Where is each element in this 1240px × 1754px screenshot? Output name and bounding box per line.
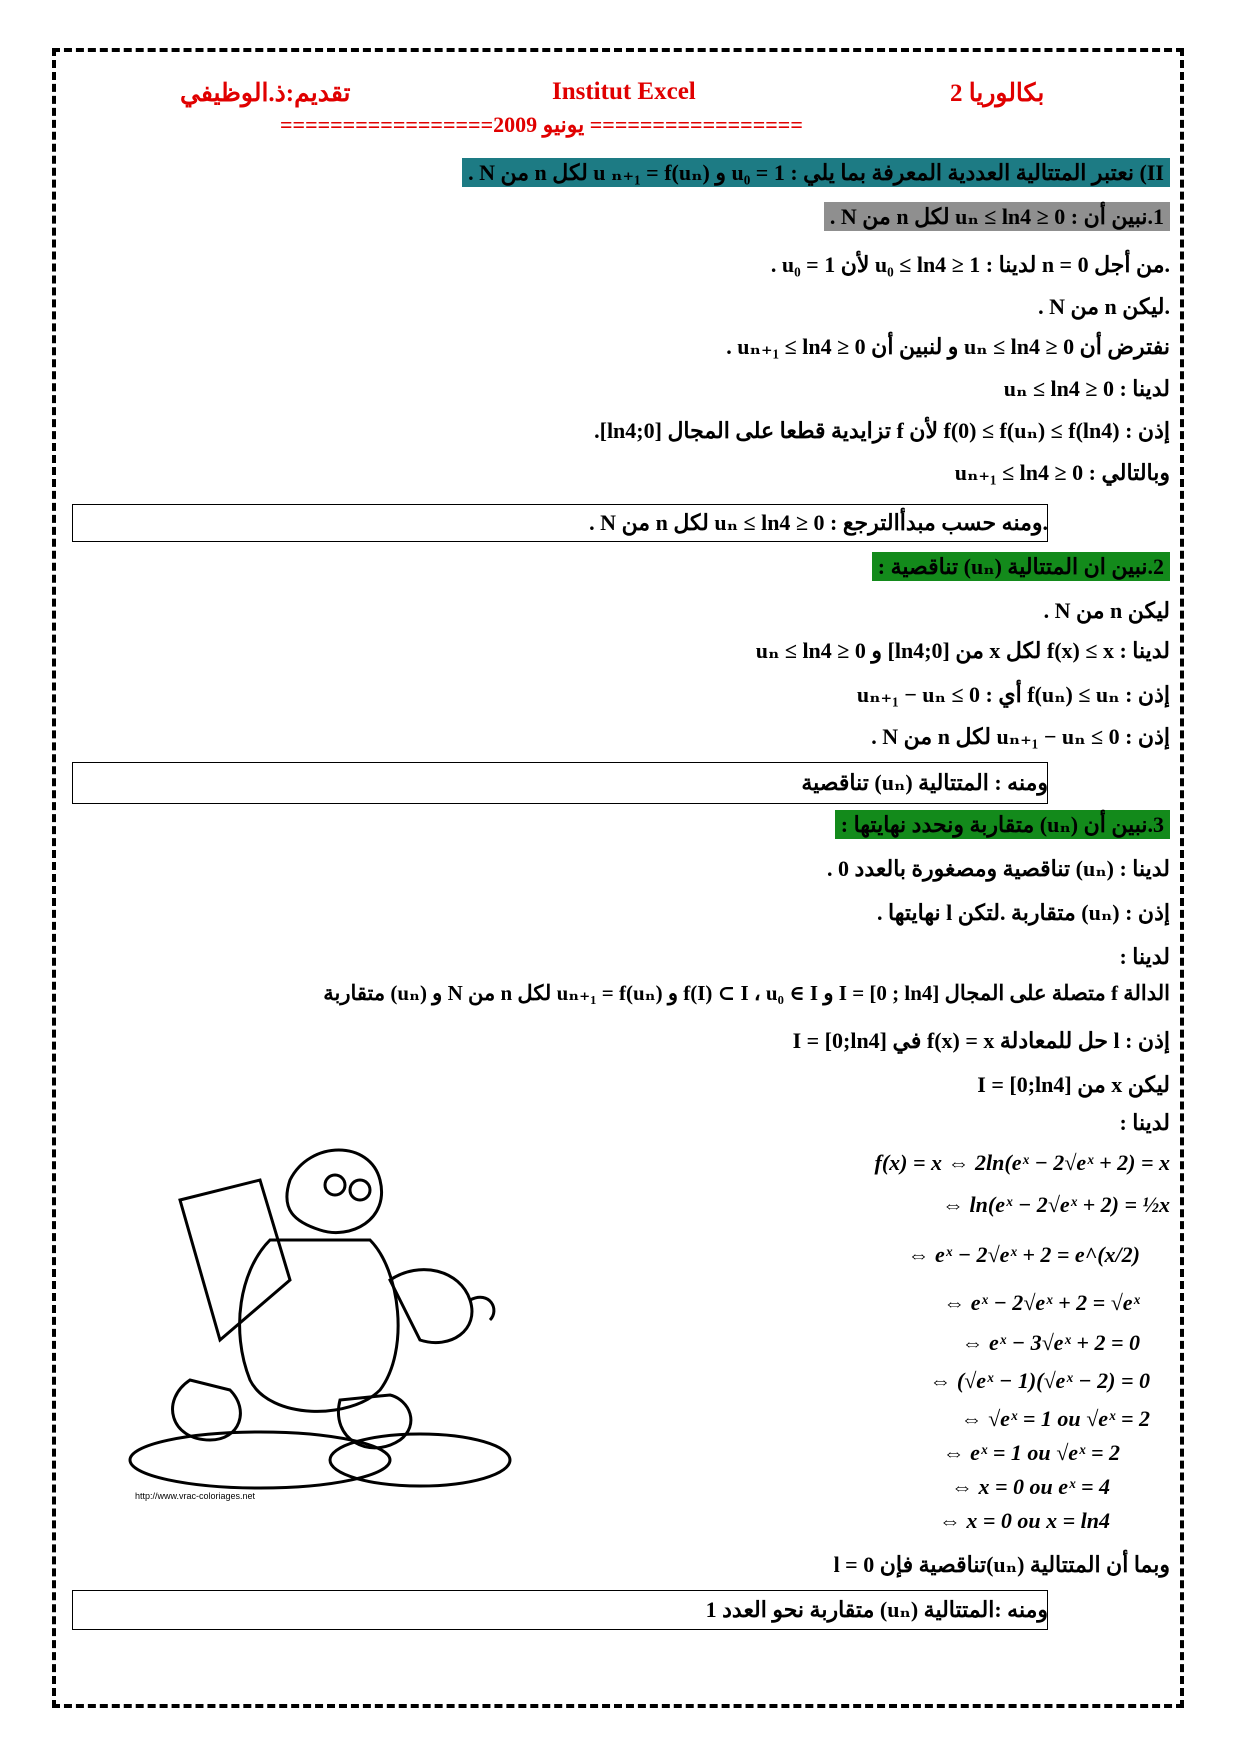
line-8: وبالتالي : 0 ≤ uₙ₊₁ ≤ ln4 [954,460,1170,485]
line-4: .ليكن n من N . [1038,294,1170,319]
equation-6: ⇔ (√eˣ − 1)(√eˣ − 2) = 0 [929,1368,1150,1393]
line-17: لدينا : (uₙ) تناقصية ومصغورة بالعدد 0 . [827,856,1170,881]
equation-3: ⇔ eˣ − 2√eˣ + 2 = e^(x/2) [907,1242,1140,1267]
line-13: إذن : f(uₙ) ≤ uₙ أي : uₙ₊₁ − uₙ ≤ 0 [856,682,1170,707]
line-14: إذن : uₙ₊₁ − uₙ ≤ 0 لكل n من N . [871,724,1170,749]
line-23: لدينا : [1119,1110,1170,1135]
line-11: ليكن n من N . [1043,598,1170,623]
line-18: إذن : (uₙ) متقاربة .لتكن l نهايتها . [877,900,1170,925]
line-24: وبما أن المتتالية (uₙ)تناقصية فإن l = 0 [833,1552,1170,1577]
header-author: تقديم:ذ.الوظيفي [180,80,351,107]
header-level: 2 بكالوريا [950,80,1045,107]
question-1: 1.نبين أن : 0 ≤ uₙ ≤ ln4 لكل n من N . [824,200,1170,234]
equation-10: ⇔ x = 0 ou x = ln4 [938,1508,1110,1533]
line-5: نفترض أن 0 ≤ uₙ ≤ ln4 و لنبين أن 0 ≤ uₙ₊₁ ≤ ln4 . [726,334,1170,359]
line-19: لدينا : [1119,944,1170,969]
question-2: 2.نبين ان المتتالية (uₙ) تناقصية : [872,550,1170,584]
line-15: ومنه : المتتالية (uₙ) تناقصية [801,770,1048,795]
equation-4: ⇔ eˣ − 2√eˣ + 2 = √eˣ [943,1290,1140,1315]
equation-1: f(x) = x ⇔ 2ln(eˣ − 2√eˣ + 2) = x [874,1150,1170,1175]
line-9: .ومنه حسب مبدأالترجع : 0 ≤ uₙ ≤ ln4 لكل n من N . [589,510,1048,535]
header-title: Institut Excel [552,78,696,105]
line-22: ليكن x من I = [0;ln4] [977,1072,1170,1097]
equation-2: ⇔ ln(eˣ − 2√eˣ + 2) = ½x [942,1192,1170,1217]
header-date: =================يونيو 2009 ================= [280,112,803,137]
equation-5: ⇔ eˣ − 3√eˣ + 2 = 0 [961,1330,1140,1355]
line-12: لدينا : f(x) ≤ x لكل x من [0;ln4] و 0 ≤ uₙ ≤ ln4 [755,638,1170,663]
line-25: ومنه :المتتالية (uₙ) متقاربة نحو العدد 1 [705,1597,1048,1622]
cartoon-illustration [120,1140,540,1500]
line-6: لدينا : 0 ≤ uₙ ≤ ln4 [1003,376,1170,401]
question-3: 3.نبين أن (uₙ) متقاربة ونحدد نهايتها : [835,808,1170,842]
line-21: إذن : l حل للمعادلة f(x) = x في I = [0;ln4] [792,1028,1170,1053]
image-caption: http://www.vrac-coloriages.net [135,1491,256,1501]
line-7: إذن : f(0) ≤ f(uₙ) ≤ f(ln4) لأن f تزايدية قطعا على المجال [0;ln4]. [594,418,1170,443]
exercise-statement: II) نعتبر المتتالية العددية المعرفة بما يلي : u₀ = 1 و u ₙ₊₁ = f(uₙ) لكل n من N . [462,156,1170,190]
equation-7: ⇔ √eˣ = 1 ou √eˣ = 2 [960,1406,1150,1431]
line-3: .من أجل n = 0 لدينا : 1 ≤ u₀ ≤ ln4 لأن u₀ = 1 . [770,252,1170,277]
equation-8: ⇔ eˣ = 1 ou √eˣ = 2 [942,1440,1120,1465]
equation-9: ⇔ x = 0 ou eˣ = 4 [950,1474,1110,1499]
line-20: الدالة f متصلة على المجال I = [0 ; ln4] و f(I) ⊂ I ، u₀ ∈ I و uₙ₊₁ = f(uₙ) لكل n من N و (uₙ) متقاربة [323,981,1170,1005]
